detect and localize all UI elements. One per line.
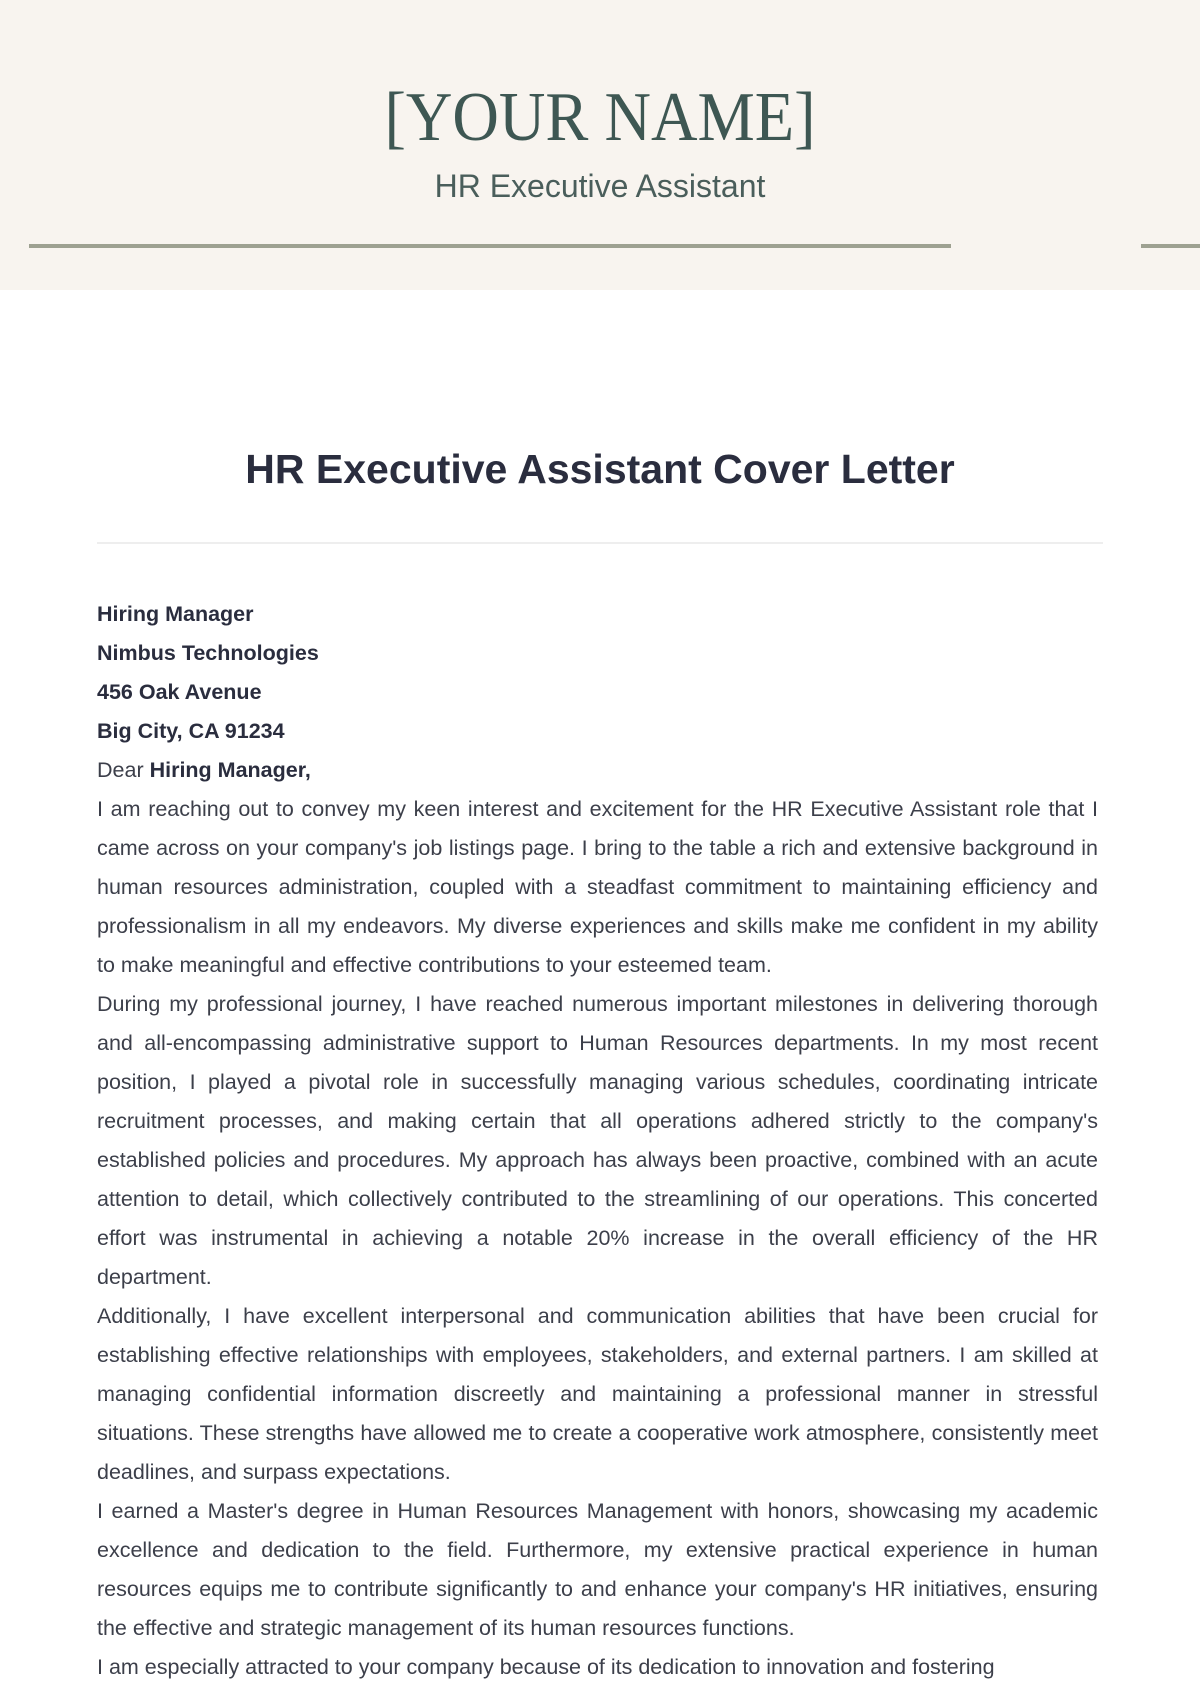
recipient-city: Big City, CA 91234 (97, 719, 285, 743)
recipient-street: 456 Oak Avenue (97, 680, 262, 704)
salutation-prefix: Dear (97, 758, 150, 782)
paragraph-skills: Additionally, I have excellent interpersonal and communication abilities that have been crucial for establishing effective relationships with employees, stakeholders, and external partners. I am skilled at managing confidential information discreetly and maintaining a professional manner in stressful situations. These strengths have allowed me to create a cooperative work atmosphere, consistently meet deadlines, and surpass expectations. (97, 1304, 1098, 1484)
paragraph-intro: I am reaching out to convey my keen interest and excitement for the HR Executive Assistant role that I came across on your company's job listings page. I bring to the table a rich and extensive background in human resources administration, coupled with a steadfast commitment to maintaining efficiency and professionalism in all my endeavors. My diverse experiences and skills make me confident in my ability to make meaningful and effective contributions to your esteemed team. (97, 797, 1098, 977)
letter-body (97, 595, 1098, 1701)
salutation-name: Hiring Manager, (149, 758, 311, 782)
header-divider (29, 244, 951, 248)
sender-name: [YOUR NAME] (384, 79, 816, 156)
recipient-company: Nimbus Technologies (97, 641, 319, 665)
title-divider (97, 542, 1103, 544)
letterhead (0, 0, 1200, 290)
salutation (97, 751, 1098, 790)
document-title: HR Executive Assistant Cover Letter (245, 446, 955, 492)
paragraph-experience: During my professional journey, I have reached numerous important milestones in delivering thorough and all-encompassing administrative support to Human Resources departments. In my most recent position, I played a pivotal role in successfully managing various schedules, coordinating intricate recruitment processes, and making certain that all operations adhered strictly to the company's established policies and procedures. My approach has always been proactive, combined with an acute attention to detail, which collectively contributed to the streamlining of our operations. This concerted effort was instrumental in achieving a notable 20% increase in the overall efficiency of the HR department. (97, 992, 1098, 1289)
header-divider-right (1141, 244, 1200, 248)
sender-role: HR Executive Assistant (434, 168, 766, 204)
paragraph-motivation: I am especially attracted to your company because of its dedication to innovation and fostering (97, 1655, 995, 1679)
paragraph-education: I earned a Master's degree in Human Resources Management with honors, showcasing my academic excellence and dedication to the field. Furthermore, my extensive practical experience in human resources equips me to contribute significantly to and enhance your company's HR initiatives, ensuring the effective and strategic management of its human resources functions. (97, 1499, 1098, 1640)
recipient-name: Hiring Manager (97, 602, 254, 626)
